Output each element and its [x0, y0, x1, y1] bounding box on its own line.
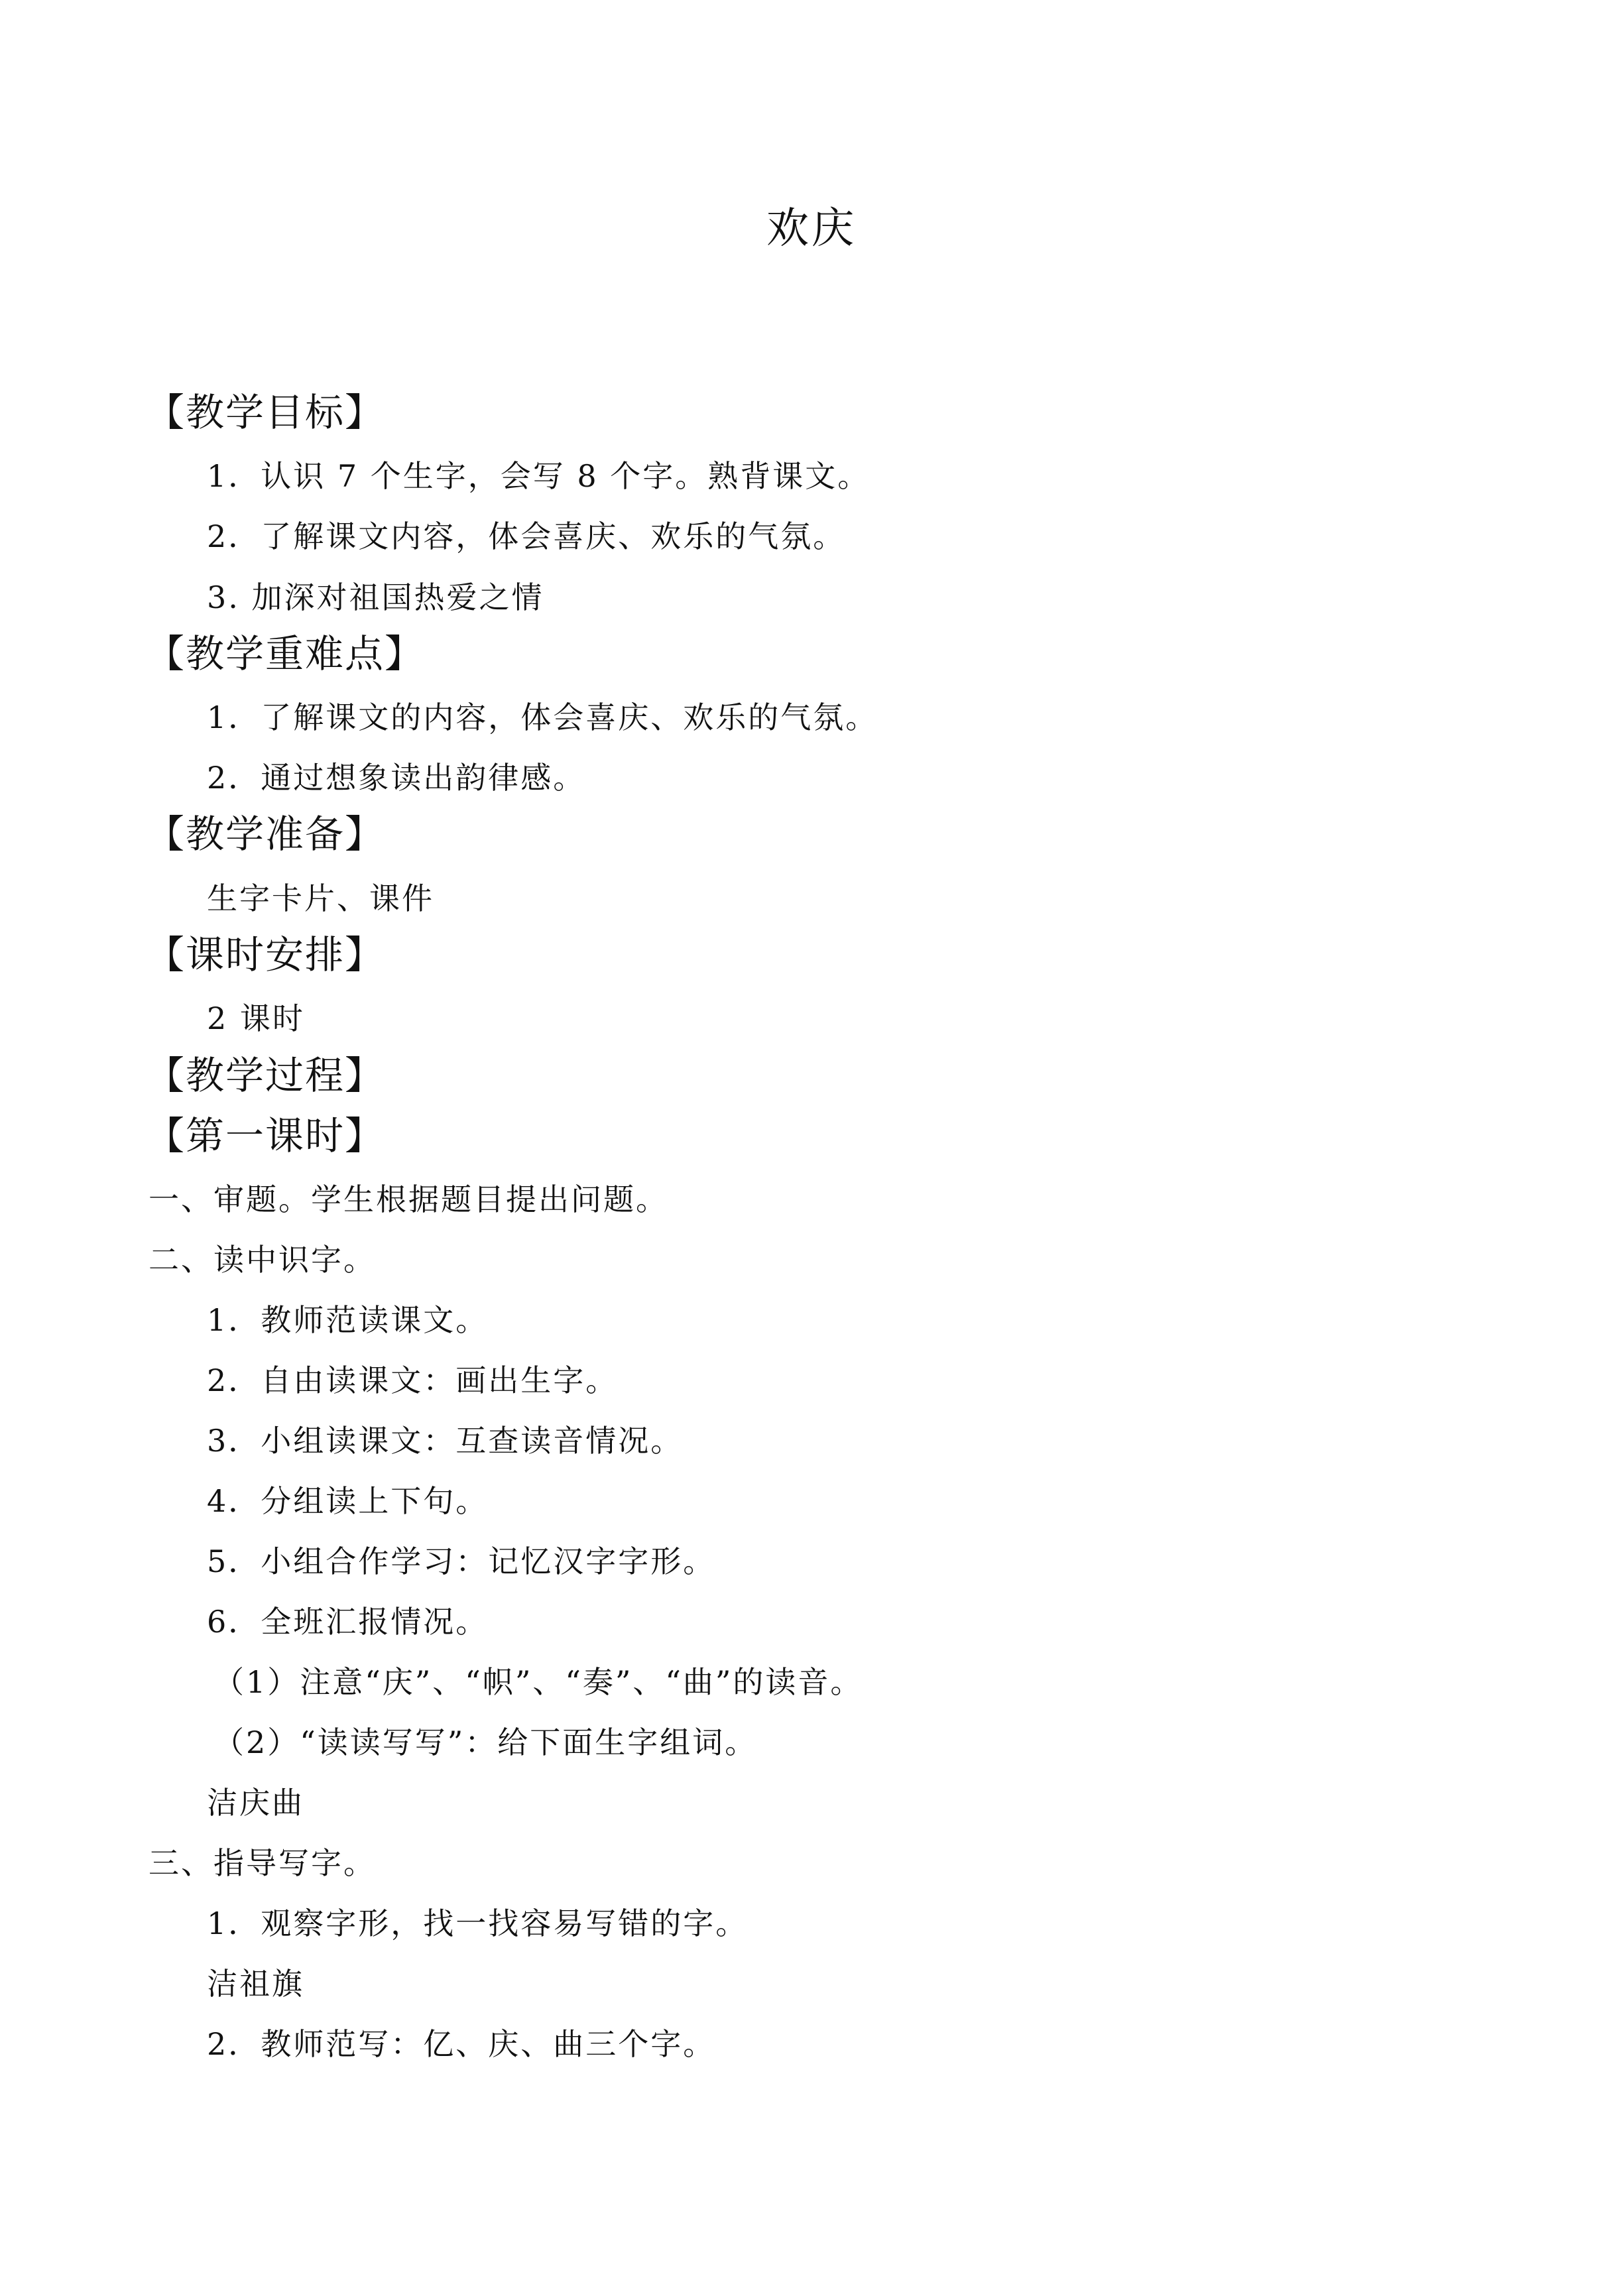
section-2-item-6: 6．全班汇报情况。 — [207, 1604, 489, 1640]
section-2-item-4: 4．分组读上下句。 — [207, 1483, 489, 1519]
document-title: 欢庆 — [766, 204, 857, 253]
preparation-text: 生字卡片、课件 — [207, 880, 434, 916]
section-1-text: 一、审题。学生根据题目提出问题。 — [149, 1181, 668, 1217]
section-2-item-5: 5．小组合作学习：记忆汉字字形。 — [207, 1543, 716, 1579]
section-2-text: 二、读中识字。 — [149, 1242, 376, 1278]
section-3-words: 洁祖旗 — [207, 1966, 304, 2002]
objective-item-3: 3. 加深对祖国热爱之情 — [207, 579, 544, 615]
objective-item-1: 1．认识 7 个生字，会写 8 个字。熟背课文。 — [207, 458, 871, 494]
section-2-item-2: 2．自由读课文：画出生字。 — [207, 1362, 619, 1398]
first-lesson-heading: 【第一课时】 — [146, 1113, 385, 1158]
section-2-subitem-1: （1）注意“庆”、“帜”、“奏”、“曲”的读音。 — [213, 1664, 863, 1700]
key-point-item-2: 2．通过想象读出韵律感。 — [207, 760, 586, 796]
section-2-item-3: 3．小组读课文：互查读音情况。 — [207, 1423, 684, 1459]
objective-item-2: 2．了解课文内容，体会喜庆、欢乐的气氛。 — [207, 518, 846, 554]
key-points-heading: 【教学重难点】 — [146, 631, 425, 676]
preparation-heading: 【教学准备】 — [146, 812, 385, 857]
section-2-words: 洁庆曲 — [207, 1785, 304, 1821]
section-2-item-1: 1．教师范读课文。 — [207, 1302, 489, 1338]
section-3-item-1: 1．观察字形，找一找容易写错的字。 — [207, 1905, 749, 1941]
key-point-item-1: 1．了解课文的内容，体会喜庆、欢乐的气氛。 — [207, 699, 878, 735]
schedule-heading: 【课时安排】 — [146, 932, 385, 977]
section-3-text: 三、指导写字。 — [149, 1845, 376, 1881]
section-3-item-2: 2．教师范写：亿、庆、曲三个字。 — [207, 2026, 716, 2062]
section-2-subitem-2: （2）“读读写写”：给下面生字组词。 — [213, 1724, 758, 1760]
objectives-heading: 【教学目标】 — [146, 390, 385, 435]
schedule-text: 2 课时 — [207, 1000, 305, 1036]
process-heading: 【教学过程】 — [146, 1053, 385, 1098]
